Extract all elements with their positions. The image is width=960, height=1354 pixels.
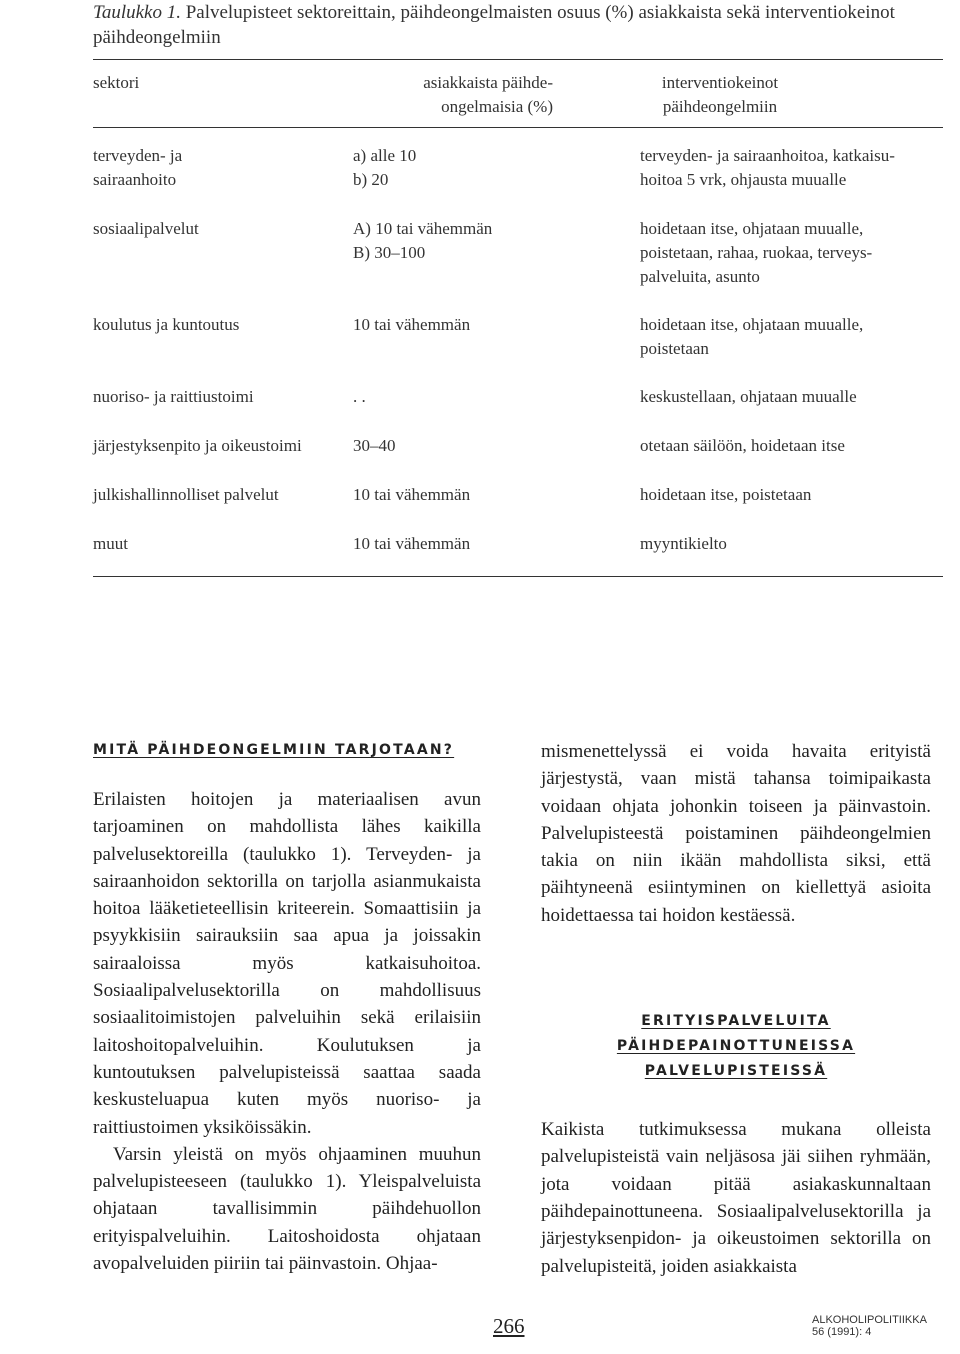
table-caption: [93, 0, 943, 50]
table-header-rule: [93, 127, 943, 128]
header-sector: sektori: [93, 73, 140, 92]
row-share: 10 tai vähemmän: [353, 485, 471, 504]
body-paragraph: Varsin yleistä on myös ohjaaminen muuhun palvelupisteeseen (taulukko 1). Yleispalveluista ohjataan tavallisimmin päihdehuollon erityispalveluihin. Laitoshoidosta ohjataan avopalveluiden piiriin tai päinvastoin. Ohjaa-: [93, 1143, 481, 1275]
row-share: . .: [353, 387, 366, 406]
section-heading: ERITYISPALVELUITA PÄIHDEPAINOTTUNEISSA PALVELUPISTEISSÄ: [616, 1013, 856, 1080]
table-bottom-rule: [93, 576, 943, 577]
row-share: 30–40: [353, 436, 396, 455]
journal-issue: 56 (1991): 4: [812, 1326, 872, 1338]
left-column: [93, 742, 481, 1277]
row-sector: muut: [93, 534, 128, 553]
page-number: 266: [493, 1314, 525, 1338]
header-share: asiakkaista päihde- ongelmaisia (%): [423, 73, 553, 116]
section-heading: MITÄ PÄIHDEONGELMIIN TARJOTAAN?: [93, 742, 455, 758]
body-paragraph: Erilaisten hoitojen ja materiaalisen avun tarjoaminen on mahdollista lähes kaikilla palvelusektoreilla (taulukko 1). Terveyden- ja sairaanhoidon sektorilla on tarjolla asianmukaista hoitoa lääketieteellisin kriteerein. Somaattisiin ja psyykkisiin sairauksiin saa apua ja joissakin sairaaloissa myös katkaisuhoitoa. Sosiaalipalvelusektorilla on mahdollisuus sosiaalitoimistojen palveluihin sekä erilaisiin laitoshoitopalveluihin. Koulutuksen ja kuntoutuksen palvelupisteissä saattaa saada keskusteluapua kuten myös nuoriso- ja raittiustoimen yksiköissäkin.: [93, 789, 481, 1138]
row-intervention: hoidetaan itse, ohjataan muualle, poistetaan, rahaa, ruokaa, terveys- palveluita, asunto: [640, 219, 873, 286]
journal-name: ALKOHOLIPOLITIIKKA: [812, 1314, 927, 1326]
row-intervention: myyntikielto: [640, 534, 727, 553]
table-caption-text: Palvelupisteet sektoreittain, päihdeongelmaisten osuus (%) asiakkaista sekä interventiokeinot päihdeongelmiin: [93, 2, 895, 48]
row-intervention: keskustellaan, ohjataan muualle: [640, 387, 857, 406]
body-paragraph: mismenettelyssä ei voida havaita erityistä järjestystä, vaan mistä tahansa toimipaikasta voidaan ohjata johonkin toiseen ja päinvastoin. Palvelupisteestä poistaminen päihdeongelmien takia on niin ikään mahdollista siksi, että päihtyneenä esiintyminen on kiellettyä asioita hoidettaessa tai hoidon kestäessä.: [541, 741, 931, 926]
row-intervention: hoidetaan itse, poistetaan: [640, 485, 812, 504]
header-intervention: interventiokeinot päihdeongelmiin: [661, 73, 779, 116]
row-intervention: otetaan säilöön, hoidetaan itse: [640, 436, 845, 455]
row-sector: julkishallinnolliset palvelut: [93, 485, 279, 504]
row-share: 10 tai vähemmän: [353, 534, 471, 553]
row-sector: järjestyksenpito ja oikeustoimi: [93, 436, 302, 455]
row-share: A) 10 tai vähemmän B) 30–100: [353, 219, 493, 262]
row-sector: sosiaalipalvelut: [93, 219, 199, 238]
row-sector: terveyden- ja sairaanhoito: [93, 146, 183, 189]
table-top-rule: [93, 59, 943, 60]
row-intervention: hoidetaan itse, ohjataan muualle, poistetaan: [640, 315, 864, 358]
row-sector: koulutus ja kuntoutus: [93, 315, 240, 334]
journal-info: [812, 1314, 932, 1338]
right-column: [541, 738, 931, 1280]
row-sector: nuoriso- ja raittiustoimi: [93, 387, 254, 406]
row-intervention: terveyden- ja sairaanhoitoa, katkaisu- hoitoa 5 vrk, ohjausta muualle: [640, 146, 895, 189]
row-share: a) alle 10 b) 20: [353, 146, 417, 189]
body-paragraph: Kaikista tutkimuksessa mukana olleista palvelupisteistä vain neljäsosa jäi siihen ryhmään, jota voidaan pitää asiakaskunnaltaan päihdepainottuneena. Sosiaalipalvelusektorilla ja järjestyksenpidon- ja oikeustoimen sektorilla on palvelupisteitä, joiden asiakkaista: [541, 1119, 931, 1277]
table-caption-label: Taulukko 1.: [93, 2, 181, 23]
row-share: 10 tai vähemmän: [353, 315, 471, 334]
